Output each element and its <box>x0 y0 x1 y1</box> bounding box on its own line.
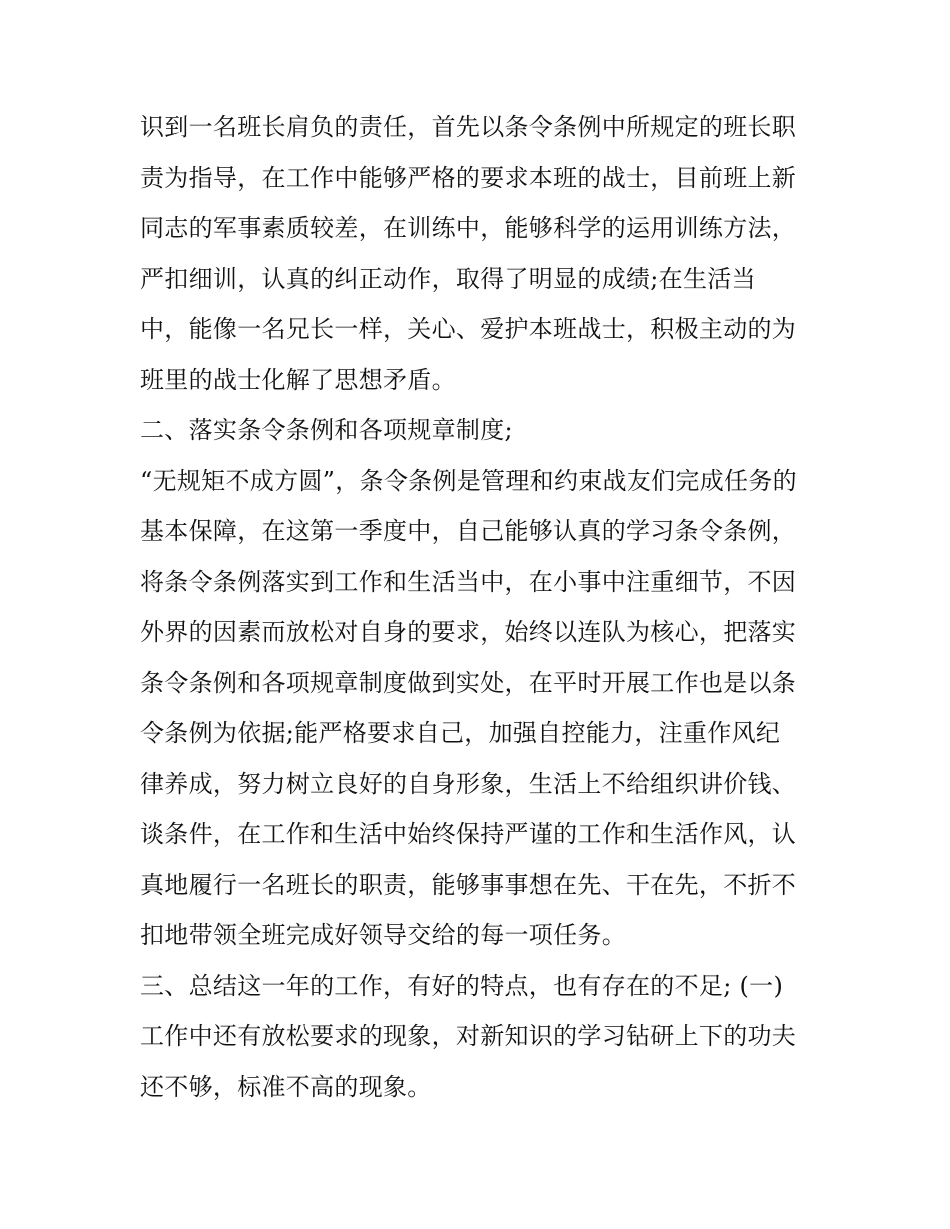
text-line: 条令条例和各项规章制度做到实处，在平时开展工作也是以条 <box>140 668 797 697</box>
text-line: “无规矩不成方圆”，条令条例是管理和约束战友们完成任务的 <box>140 466 797 495</box>
text-line: 责为指导，在工作中能够严格的要求本班的战士，目前班上新 <box>140 163 797 192</box>
text-line: 严扣细训，认真的纠正动作，取得了明显的成绩;在生活当 <box>140 264 756 293</box>
text-line: 班里的战士化解了思想矛盾。 <box>140 365 456 394</box>
text-line: 外界的因素而放松对自身的要求，始终以连队为核心，把落实 <box>140 618 797 646</box>
text-line: 真地履行一名班长的职责，能够事事想在先、干在先，不折不 <box>140 870 797 899</box>
document-body-text <box>140 102 820 1112</box>
section-heading: 二、落实条令条例和各项规章制度; <box>140 416 513 444</box>
section-heading: 三、总结这一年的工作，有好的特点，也有存在的不足; (一) <box>140 971 784 1000</box>
text-line: 令条例为依据;能严格要求自己，加强自控能力，注重作风纪 <box>140 719 781 747</box>
text-line: 工作中还有放松要求的现象，对新知识的学习钻研上下的功夫 <box>140 1022 797 1050</box>
text-line: 扣地带领全班完成好领导交给的每一项任务。 <box>140 921 626 949</box>
text-line: 识到一名班长肩负的责任，首先以条令条例中所规定的班长职 <box>140 113 797 141</box>
text-line: 基本保障，在这第一季度中，自己能够认真的学习条令条例， <box>140 517 797 545</box>
text-line: 将条令条例落实到工作和生活当中，在小事中注重细节，不因 <box>140 567 797 596</box>
text-line: 同志的军事素质较差，在训练中，能够科学的运用训练方法， <box>140 214 797 242</box>
text-line: 谈条件，在工作和生活中始终保持严谨的工作和生活作风，认 <box>140 820 797 848</box>
text-line: 还不够，标准不高的现象。 <box>140 1072 432 1101</box>
text-line: 中，能像一名兄长一样，关心、爱护本班战士，积极主动的为 <box>140 315 797 343</box>
text-line: 律养成，努力树立良好的自身形象，生活上不给组织讲价钱、 <box>140 769 797 798</box>
